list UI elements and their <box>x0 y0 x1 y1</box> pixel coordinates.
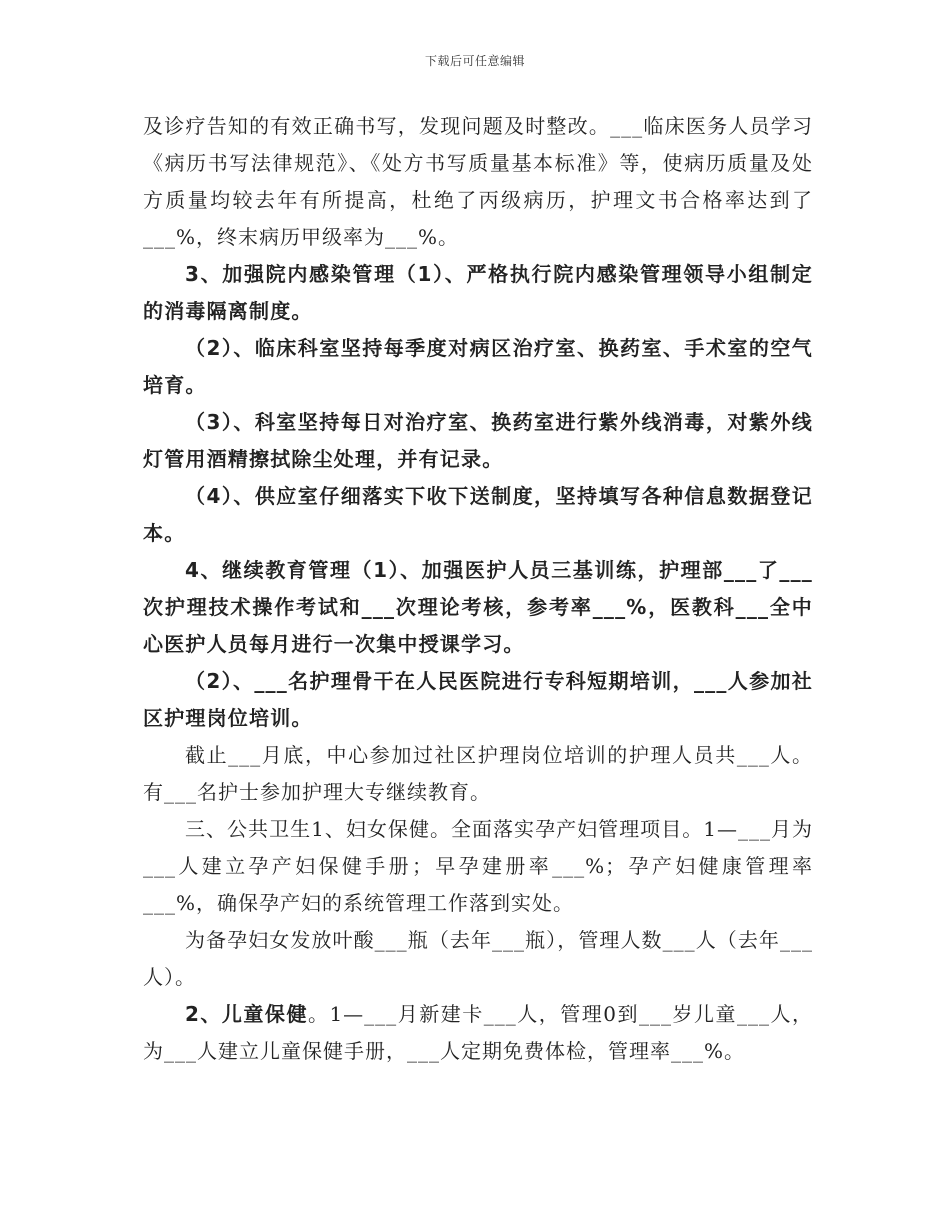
paragraph-continuing-education: 4、继续教育管理（1）、加强医护人员三基训练，护理部___了___次护理技术操作考试和___次理论考核，参考率___%，医教科___全中心医护人员每月进行一次集中授课学习。 <box>143 558 813 656</box>
paragraph-child-health <box>143 996 813 1070</box>
paragraph-uv-disinfection: （3）、科室坚持每日对治疗室、换药室进行紫外线消毒，对紫外线灯管用酒精擦拭除尘处理，并有记录。 <box>143 410 813 471</box>
paragraph-folic-acid: 为备孕妇女发放叶酸___瓶（去年___瓶），管理人数___人（去年___人）。 <box>143 928 813 989</box>
child-health-heading: 2、儿童保健 <box>185 1002 308 1026</box>
paragraph-training-count: 截止___月底，中心参加过社区护理岗位培训的护理人员共___人。有___名护士参加护理大专继续教育。 <box>143 743 813 804</box>
page-header: 下载后可任意编辑 <box>424 54 525 68</box>
paragraph-infection-control: 3、加强院内感染管理（1）、严格执行院内感染管理领导小组制定的消毒隔离制度。 <box>143 262 813 323</box>
document-body <box>143 108 813 1070</box>
child-health-text: 。1—___月新建卡___人，管理0到___岁儿童___人，为___人建立儿童保健手册，___人定期免费体检，管理率___%。 <box>143 1002 813 1063</box>
paragraph-womens-health: 三、公共卫生1、妇女保健。全面落实孕产妇管理项目。1—___月为___人建立孕产妇保健手册；早孕建册率___%；孕产妇健康管理率___%，确保孕产妇的系统管理工作落到实处。 <box>143 817 813 915</box>
paragraph-diagnosis-notice: 及诊疗告知的有效正确书写，发现问题及时整改。___临床医务人员学习《病历书写法律规范》、《处方书写质量基本标准》等，使病历质量及处方质量均较去年有所提高，杜绝了丙级病历，护理文书合格率达到了___%，终末病历甲级率为___%。 <box>143 114 813 249</box>
paragraph-nursing-training: （2）、___名护理骨干在人民医院进行专科短期培训，___人参加社区护理岗位培训。 <box>143 669 813 730</box>
paragraph-air-culture: （2）、临床科室坚持每季度对病区治疗室、换药室、手术室的空气培育。 <box>143 336 813 397</box>
paragraph-supply-room: （4）、供应室仔细落实下收下送制度，坚持填写各种信息数据登记本。 <box>143 484 813 545</box>
